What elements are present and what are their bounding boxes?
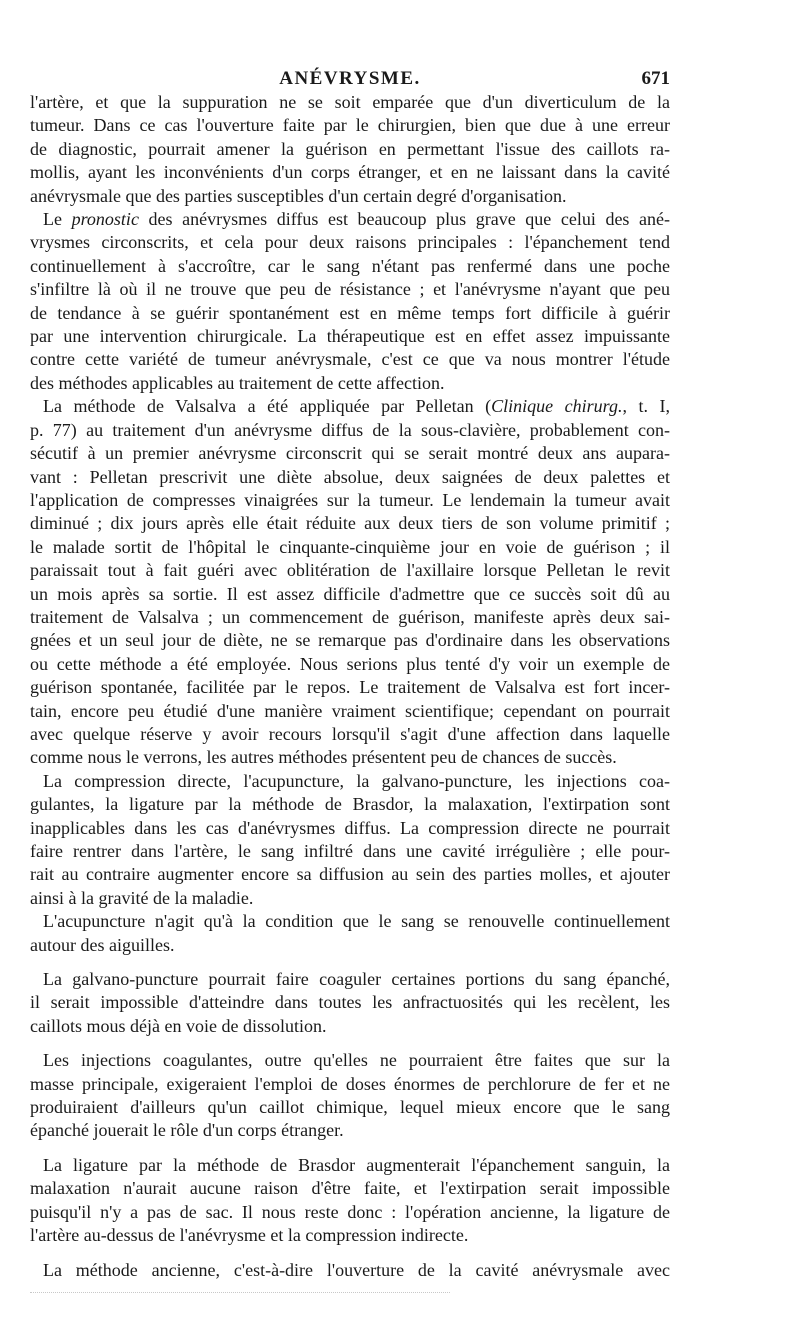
line-rest: , t. I, [622, 396, 670, 417]
text-line: le malade sortit de l'hôpital le cinquante-cinquième jour en voie de guérison ; il [30, 536, 670, 557]
text-line: La ligature par la méthode de Brasdor augmenterait l'épanchement sanguin, la [43, 1154, 670, 1175]
page-header [30, 62, 670, 92]
line-prefix: Le [43, 209, 72, 230]
running-title: ANÉVRYSME. [279, 68, 421, 89]
text-line: s'infiltre là où il ne trouve que peu de résistance ; et l'anévrysme n'ayant que peu [30, 279, 670, 300]
paragraph-ligature [30, 1154, 670, 1248]
text-line: par une intervention chirurgicale. La thérapeutique est en effet assez impuissante [30, 326, 670, 347]
page-number: 671 [641, 68, 670, 89]
text-line: mollis, ayant les inconvénients d'un corps étranger, et en ne laissant dans la cavité [30, 162, 670, 183]
text-line: contre cette variété de tumeur anévrysmale, c'est ce que va nous montrer l'étude [30, 349, 670, 370]
paragraph-injections [30, 1049, 670, 1143]
paragraph-methode-ancienne [30, 1259, 670, 1282]
text-line: avec quelque réserve y avoir recours lorsqu'il s'agit d'une affection dans laquelle [30, 723, 670, 744]
text-line: traitement de Valsalva ; un commencement de guérison, manifeste après deux sai- [30, 606, 670, 627]
paragraph [30, 91, 670, 208]
text-line: faire rentrer dans l'artère, le sang infiltré dans une cavité irrégulière ; elle pour- [30, 841, 670, 861]
text-line: continuellement à s'accroître, car le sang n'étant pas renfermé dans une poche [30, 255, 670, 276]
text-line: vant : Pelletan prescrivit une diète absolue, deux saignées de deux palettes et [30, 466, 670, 487]
text-line: sécutif à un premier anévrysme circonscrit qui se serait montré deux ans aupara- [30, 443, 670, 464]
text-line: La méthode ancienne, c'est-à-dire l'ouverture de la cavité anévrysmale avec [43, 1259, 670, 1280]
italic-term: pronostic [71, 209, 139, 230]
paragraph-valsalva [30, 395, 670, 770]
paragraph-acupuncture [30, 910, 670, 957]
text-line: gulantes, la ligature par la méthode de Brasdor, la malaxation, l'extirpation sont [30, 794, 670, 815]
paragraph-galvano [30, 968, 670, 1038]
text-line: guérison spontanée, facilitée par le repos. Le traitement de Valsalva est fort incer- [30, 677, 670, 698]
body-text [30, 91, 670, 1282]
text-line: vrysmes circonscrits, et cela pour deux raisons principales : l'épanchement tend [30, 232, 670, 253]
line-prefix: La méthode de Valsalva a été appliquée par Pelletan ( [43, 396, 492, 417]
text-line: paraissait tout à fait guéri avec oblitération de l'axillaire lorsque Pelletan le revit [30, 560, 670, 581]
text-line: tain, encore peu étudié d'une manière vraiment scientifique; cependant on pourrait [30, 700, 670, 721]
paragraph-pronostic [30, 208, 670, 395]
text-line: il serait impossible d'atteindre dans toutes les anfractuosités qui les recèlent, les [30, 992, 670, 1013]
text-line: inapplicables dans les cas d'anévrysmes diffus. La compression directe ne pourrait [30, 817, 670, 838]
line-rest: des anévrysmes diffus est beaucoup plus grave que celui des ané- [138, 209, 671, 230]
text-line: diminué ; dix jours après elle était réduite aux deux tiers de son volume primitif ; [30, 513, 670, 534]
italic-citation: Clinique chirurg. [491, 396, 623, 417]
text-line: l'application de compresses vinaigrées sur la tumeur. Le lendemain la tumeur avait [30, 489, 670, 510]
text-line: tumeur. Dans ce cas l'ouverture faite par le chirurgien, bien que due à une erreur [30, 115, 670, 136]
text-line: de diagnostic, pourrait amener la guérison en permettant l'issue des caillots ra- [30, 138, 670, 159]
text-line: La galvano-puncture pourrait faire coaguler certaines portions du sang épanché, [43, 969, 670, 990]
text-line: Les injections coagulantes, outre qu'elles ne pourraient être faites que sur la [43, 1050, 670, 1071]
text-line: de tendance à se guérir spontanément est en même temps fort difficile à guérir [30, 302, 670, 323]
text-line: caillots mous déjà en voie de dissolution. [30, 1015, 327, 1036]
text-line: ainsi à la gravité de la maladie. [30, 887, 254, 908]
text-line: gnées et un seul jour de diète, ne se remarque pas d'ordinaire dans les observations [30, 630, 670, 651]
text-line: l'artère au-dessus de l'anévrysme et la compression indirecte. [30, 1225, 469, 1246]
text-line: l'artère, et que la suppuration ne se soit emparée que d'un diverticulum de la [30, 92, 670, 112]
text-line: puisqu'il n'y a pas de sac. Il nous reste donc : l'opération ancienne, la ligature de [30, 1201, 670, 1222]
text-line: La compression directe, l'acupuncture, la galvano-puncture, les injections coa- [43, 770, 670, 791]
text-line: rait au contraire augmenter encore sa diffusion au sein des parties molles, et ajouter [30, 864, 670, 885]
text-line: un mois après sa sortie. Il est assez difficile d'admettre que ce succès soit dû au [30, 583, 670, 604]
text-line: ou cette méthode a été employée. Nous serions plus tenté d'y voir un exemple de [30, 653, 670, 674]
text-line: comme nous le verrons, les autres méthodes présentent peu de chances de succès. [30, 747, 617, 768]
text-line: autour des aiguilles. [30, 934, 175, 955]
text-line: épanché jouerait le rôle d'un corps étranger. [30, 1120, 344, 1141]
text-line: malaxation n'aurait aucune raison d'être faite, et l'extirpation serait impossible [30, 1178, 670, 1199]
text-line: L'acupuncture n'agit qu'à la condition que le sang se renouvelle continuellement [43, 911, 670, 932]
text-line: masse principale, exigeraient l'emploi de doses énormes de perchlorure de fer et ne [30, 1073, 670, 1094]
text-line: p. 77) au traitement d'un anévrysme diffus de la sous-clavière, probablement con- [30, 419, 670, 440]
footer-dotted-rule [30, 1292, 450, 1293]
text-line: anévrysmale que des parties susceptibles d'un certain degré d'organisation. [30, 185, 567, 206]
text-line: des méthodes applicables au traitement de cette affection. [30, 372, 445, 393]
paragraph-methods [30, 770, 670, 910]
text-line: produiraient d'ailleurs qu'un caillot chimique, lequel mieux encore que le sang [30, 1097, 670, 1118]
text-line [30, 395, 670, 418]
text-line [30, 208, 670, 231]
